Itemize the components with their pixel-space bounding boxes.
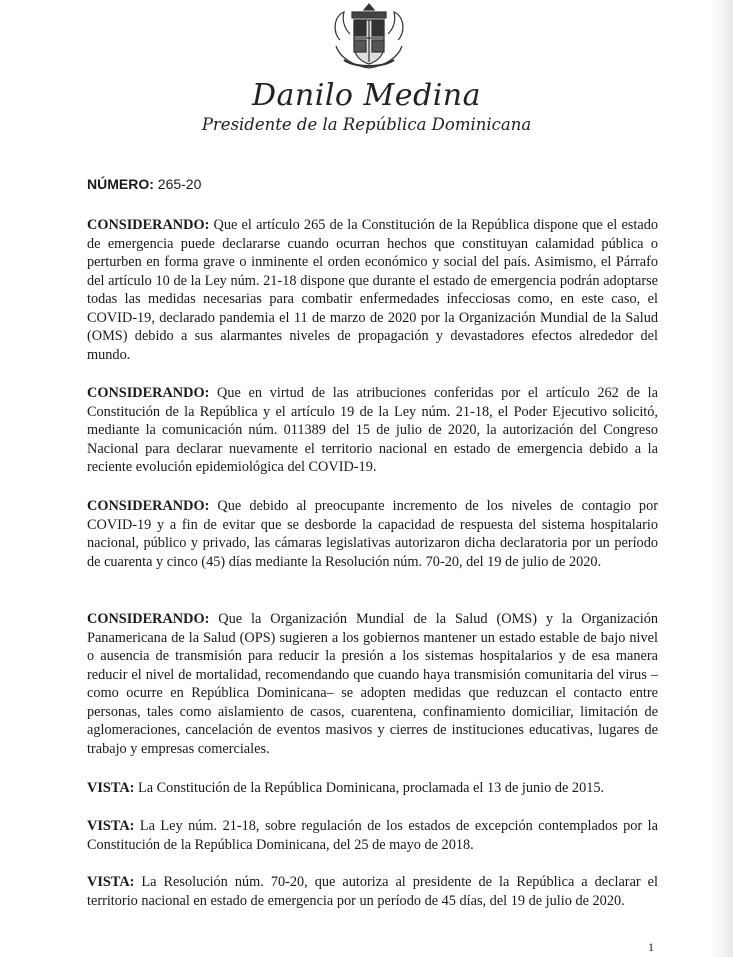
paragraph-keyword: VISTA: <box>87 874 135 890</box>
paragraph-considerando-2 <box>87 384 658 477</box>
paragraph-considerando-3 <box>87 497 658 571</box>
page-edge-shadow <box>709 0 733 957</box>
paragraph-text: La Resolución núm. 70-20, que autoriza al presidente de la República a declarar el territorio nacional en estado de emergencia por un período de 45 días, del 19 de julio de 2020. <box>87 874 658 909</box>
paragraph-keyword: CONSIDERANDO: <box>87 498 210 514</box>
coat-of-arms-seal <box>330 2 408 72</box>
paragraph-keyword: CONSIDERANDO: <box>87 217 210 233</box>
paragraph-text: La Ley núm. 21-18, sobre regulación de los estados de excepción contemplados por la Constitución de la República Dominicana, del 25 de mayo de 2018. <box>87 818 658 853</box>
president-name: Danilo Medina <box>251 78 482 113</box>
paragraph-vista-3 <box>87 873 658 910</box>
paragraph-keyword: VISTA: <box>87 780 135 796</box>
decree-number <box>87 176 201 192</box>
paragraph-considerando-4 <box>87 610 658 758</box>
president-title: Presidente de la República Dominicana <box>201 115 532 134</box>
paragraph-text: Que debido al preocupante incremento de los niveles de contagio por COVID-19 y a fin de evitar que se desborde la capacidad de respuesta del sistema hospitalario nacional, público y privado, las cámaras legislativas autorizaron dicha declaratoria por un período de cuarenta y cinco (45) días mediante la Resolución núm. 70-20, del 19 de julio de 2020. <box>87 498 658 570</box>
paragraph-considerando-1 <box>87 216 658 364</box>
paragraph-text: Que la Organización Mundial de la Salud (OMS) y la Organización Panamericana de la Salud (OPS) sugieren a los gobiernos mantener un estado estable de bajo nivel o ausencia de transmisión para reducir la presión a los sistemas hospitalarios y de esa manera reducir el nivel de mortalidad, recomendando que cuando haya transmisión comunitaria del virus –como ocurre en República Dominicana– se adopten medidas que reduzcan el contacto entre personas, tales como aislamiento de casos, cuarentena, confinamiento domiciliar, limitación de aglomeraciones, cancelación de eventos masivos y cierres de instituciones educativas, lugares de trabajo y empresas comerciales. <box>87 611 658 757</box>
paragraph-keyword: CONSIDERANDO: <box>87 611 210 627</box>
paragraph-keyword: VISTA: <box>87 818 135 834</box>
paragraph-text: La Constitución de la República Dominicana, proclamada el 13 de junio de 2015. <box>137 780 605 796</box>
paragraph-text: Que el artículo 265 de la Constitución de la República dispone que el estado de emergencia puede declararse cuando ocurran hechos que constituyan calamidad pública o perturben en forma grave o inminente el orden económico y social del país. Asimismo, el Párrafo del artículo 10 de la Ley núm. 21-18 dispone que durante el estado de emergencia podrán adoptarse todas las medidas necesarias para combatir enfermedades infecciosas como, en este caso, el COVID-19, declarado pandemia el 11 de marzo de 2020 por la Organización Mundial de la Salud (OMS) debido a sus alarmantes niveles de propagación y devastadores efectos alrededor del mundo. <box>87 217 658 363</box>
page-number: 1 <box>648 940 654 954</box>
decree-number-value: 265-20 <box>157 176 202 192</box>
paragraph-text: Que en virtud de las atribuciones conferidas por el artículo 262 de la Constitución de la República y el artículo 19 de la Ley núm. 21-18, el Poder Ejecutivo solicitó, mediante la comunicación núm. 011389 del 15 de julio de 2020, la autorización del Congreso Nacional para declarar nuevamente el territorio nacional en estado de emergencia debido a la reciente evolución epidemiológica del COVID-19. <box>87 385 658 475</box>
paragraph-keyword: CONSIDERANDO: <box>87 385 210 401</box>
paragraph-vista-2 <box>87 817 658 854</box>
paragraph-vista-1 <box>87 779 658 798</box>
decree-number-label: NÚMERO: <box>87 176 154 192</box>
